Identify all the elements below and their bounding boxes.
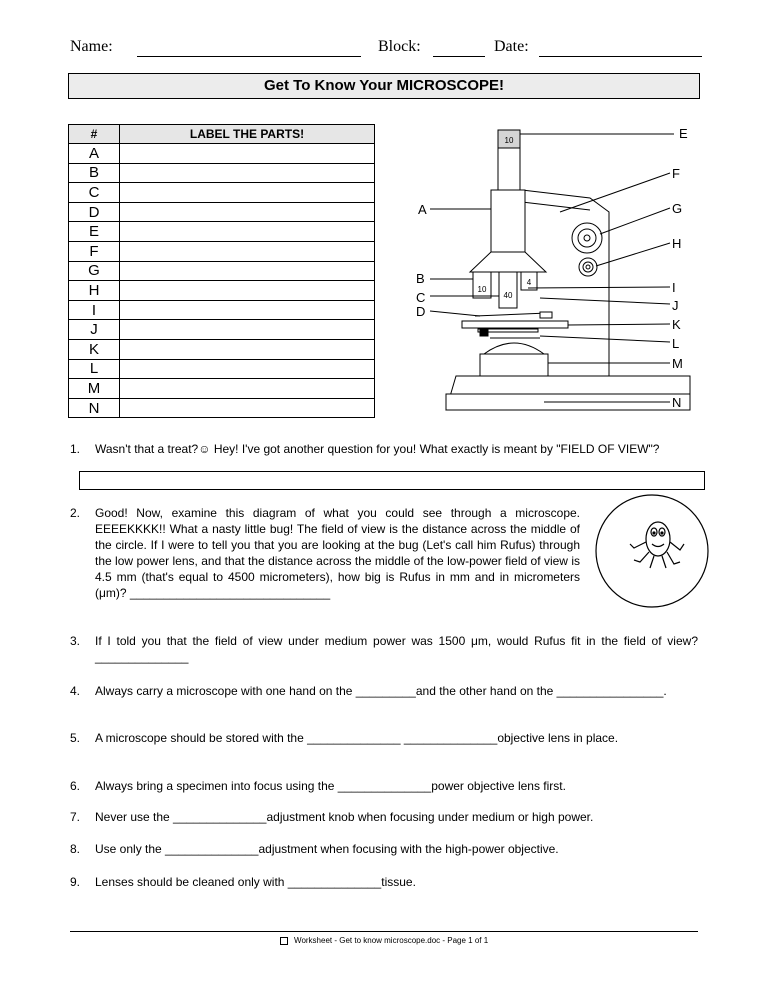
label-k: K [672,317,681,332]
name-field[interactable] [137,56,361,57]
table-row [69,281,375,301]
question-6: 6. Always bring a specimen into focus using the ______________power objective lens first. [70,779,566,793]
footer-divider [70,931,698,932]
part-letter: C [69,183,120,203]
part-label-field[interactable] [120,202,375,222]
part-label-field[interactable] [120,320,375,340]
question-7: 7. Never use the ______________adjustment knob when focusing under medium or high power. [70,810,594,824]
parts-table-body [69,144,375,418]
label-b: B [416,271,425,286]
part-letter: G [69,261,120,281]
table-row [69,300,375,320]
table-row [69,320,375,340]
question-3: 3. If I told you that the field of view under medium power was 1500 μm, would Rufus fit in the field of view? ______________ [70,634,698,664]
label-i: I [672,280,676,295]
part-letter: D [69,202,120,222]
table-row [69,144,375,164]
part-label-field[interactable] [120,281,375,301]
table-row [69,261,375,281]
part-label-field[interactable] [120,144,375,164]
name-label: Name: [70,38,113,55]
label-m: M [672,356,683,371]
question-1: 1. Wasn't that a treat?☺ Hey! I've got another question for you! What exactly is meant by "FIELD OF VIEW"? [70,442,660,456]
table-row [69,339,375,359]
label-h: H [672,236,682,251]
stage [462,321,568,328]
table-row [69,202,375,222]
table-row [69,398,375,418]
part-letter: M [69,379,120,399]
part-letter: H [69,281,120,301]
question-2: 2. Good! Now, examine this diagram of what you could see through a microscope. EEEEKKKK!! What a nasty little bug! The field of view is the distance across the middle of the circle. If I were to tell you that you are looking at the bug (Let's call him Rufus) through the low power lens, and that the distance across the middle of the low-power field of view is 4.5 mm (that's equal to 4500 micrometers), how big is Rufus in mm and in micrometers (μm)? ______________________________ [70,506,580,600]
table-row [69,379,375,399]
part-letter: A [69,144,120,164]
label-j: J [672,298,679,313]
col-label-header: LABEL THE PARTS! [120,125,375,144]
part-label-field[interactable] [120,222,375,242]
date-label: Date: [494,38,529,55]
svg-text:10: 10 [477,285,487,294]
fine-knob [579,258,597,276]
light-source [480,354,548,376]
page-title: Get To Know Your MICROSCOPE! [68,73,700,99]
label-n: N [672,395,682,410]
label-a: A [418,202,427,217]
table-row [69,163,375,183]
microscope-diagram [400,120,700,420]
part-label-field[interactable] [120,163,375,183]
label-c: C [416,290,426,305]
eyepiece-mag: 10 [504,136,514,145]
answer-box-1[interactable] [79,471,705,490]
svg-text:4: 4 [526,278,532,287]
part-letter: F [69,241,120,261]
question-9: 9. Lenses should be cleaned only with ______________tissue. [70,875,416,889]
svg-text:40: 40 [503,291,513,300]
part-label-field[interactable] [120,261,375,281]
table-row [69,359,375,379]
objective-40 [499,272,517,308]
part-label-field[interactable] [120,339,375,359]
label-l: L [672,336,680,351]
part-label-field[interactable] [120,241,375,261]
parts-table [68,124,375,418]
document-icon [280,937,288,945]
coarse-knob [572,223,602,253]
date-field[interactable] [539,56,702,57]
part-letter: B [69,163,120,183]
body-tube [491,190,525,252]
part-letter: L [69,359,120,379]
label-f: F [672,166,680,181]
page-footer [0,936,768,945]
part-letter: E [69,222,120,242]
table-row [69,241,375,261]
table-row [69,183,375,203]
part-letter: J [69,320,120,340]
part-label-field[interactable] [120,183,375,203]
part-label-field[interactable] [120,359,375,379]
question-8: 8. Use only the ______________adjustment when focusing with the high-power objective. [70,842,559,856]
part-label-field[interactable] [120,398,375,418]
part-letter: N [69,398,120,418]
question-4: 4. Always carry a microscope with one hand on the _________and the other hand on the ________________. [70,684,667,698]
question-5: 5. A microscope should be stored with the ______________ ______________objective lens in place. [70,731,619,745]
part-letter: I [69,300,120,320]
block-field[interactable] [433,56,485,57]
part-label-field[interactable] [120,300,375,320]
footer-text: Worksheet - Get to know microscope.doc - Page 1 of 1 [294,936,489,945]
field-of-view-diagram [592,492,712,610]
block-label: Block: [378,38,421,55]
part-letter: K [69,339,120,359]
part-label-field[interactable] [120,379,375,399]
label-d: D [416,304,426,319]
table-row [69,222,375,242]
label-e: E [679,126,688,141]
col-number-header: # [69,125,120,144]
label-g: G [672,201,683,216]
